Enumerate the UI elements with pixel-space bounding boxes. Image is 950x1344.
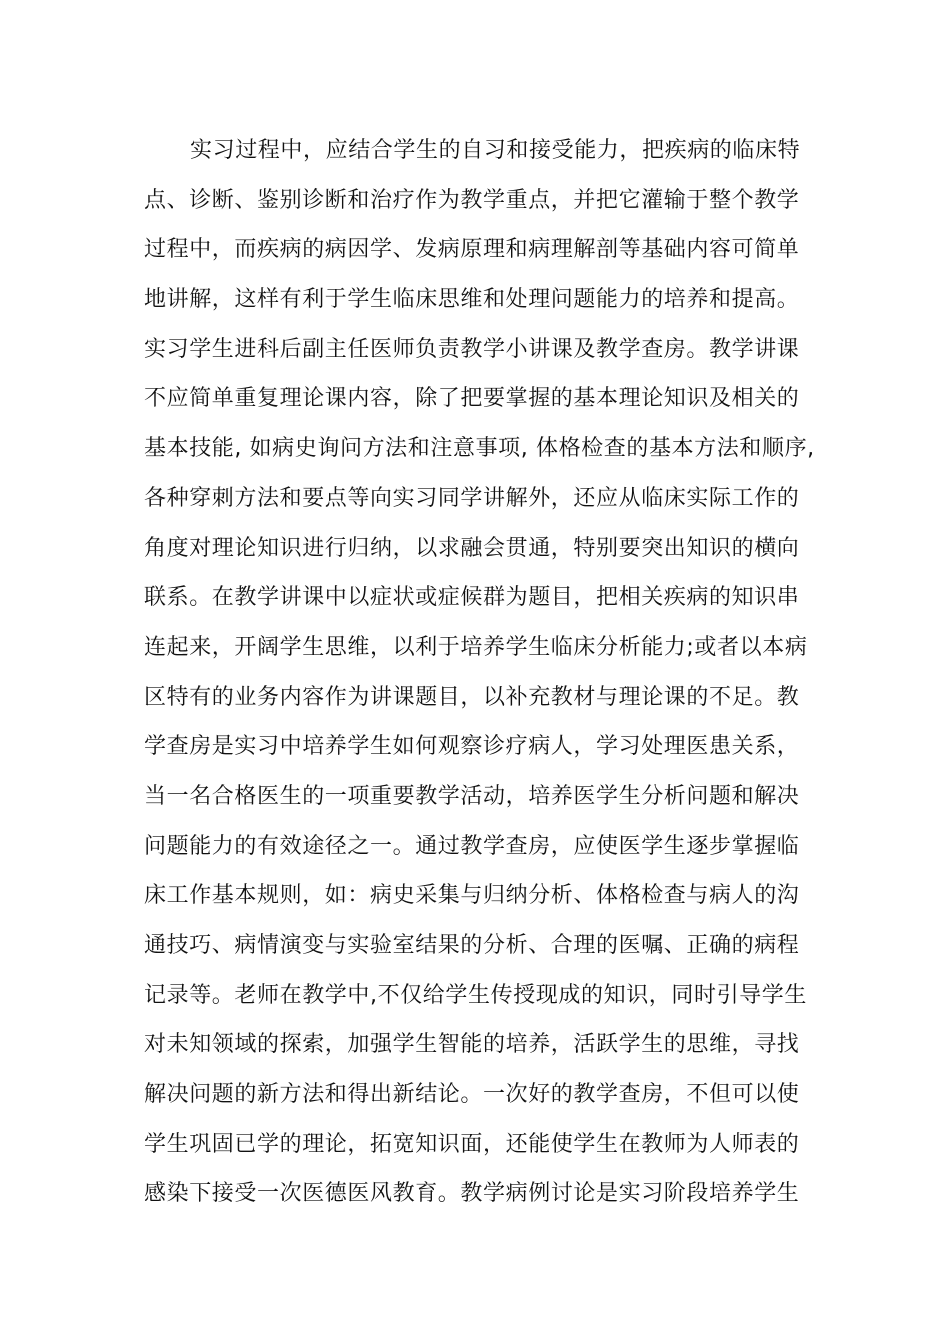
text-line: 对未知领域的探索，加强学生智能的培养，活跃学生的思维，寻找: [144, 1032, 800, 1058]
text-line: 基本技能, 如病史询问方法和注意事项, 体格检查的基本方法和顺序,: [144, 436, 815, 462]
text-line: 当一名合格医生的一项重要教学活动，培养医学生分析问题和解决: [144, 783, 800, 809]
text-line: 感染下接受一次医德医风教育。教学病例讨论是实习阶段培养学生: [144, 1181, 800, 1207]
text-line: 床工作基本规则，如：病史采集与归纳分析、体格检查与病人的沟: [144, 883, 800, 909]
text-line: 学生巩固已学的理论，拓宽知识面，还能使学生在教师为人师表的: [144, 1131, 800, 1157]
text-line: 学查房是实习中培养学生如何观察诊疗病人，学习处理医患关系，: [144, 734, 800, 760]
text-line: 过程中，而疾病的病因学、发病原理和病理解剖等基础内容可简单: [144, 237, 800, 263]
text-line: 记录等。老师在教学中,不仅给学生传授现成的知识，同时引导学生: [144, 982, 807, 1008]
text-line: 通技巧、病情演变与实验室结果的分析、合理的医嘱、正确的病程: [144, 933, 800, 958]
text-line: 解决问题的新方法和得出新结论。一次好的教学查房，不但可以使: [144, 1082, 800, 1108]
text-line: 连起来，开阔学生思维，以利于培养学生临床分析能力;或者以本病: [144, 634, 808, 660]
text-line: 点、诊断、鉴别诊断和治疗作为教学重点，并把它灌输于整个教学: [144, 187, 800, 213]
text-line: 地讲解，这样有利于学生临床思维和处理问题能力的培养和提高。: [144, 287, 800, 313]
text-line: 各种穿刺方法和要点等向实习同学讲解外，还应从临床实际工作的: [144, 485, 800, 511]
text-line: 问题能力的有效途径之一。通过教学查房，应使医学生逐步掌握临: [144, 833, 800, 859]
text-line: 角度对理论知识进行归纳，以求融会贯通，特别要突出知识的横向: [144, 535, 800, 561]
text-line: 联系。在教学讲课中以症状或症候群为题目，把相关疾病的知识串: [144, 585, 800, 611]
body-paragraph: [144, 126, 815, 1219]
text-line: 实习过程中，应结合学生的自习和接受能力，把疾病的临床特: [190, 138, 801, 163]
text-line: 实习学生进科后副主任医师负责教学小讲课及教学查房。教学讲课: [144, 336, 800, 362]
text-line: 区特有的业务内容作为讲课题目，以补充教材与理论课的不足。教: [144, 684, 800, 710]
text-line: 不应简单重复理论课内容，除了把要掌握的基本理论知识及相关的: [144, 386, 800, 412]
